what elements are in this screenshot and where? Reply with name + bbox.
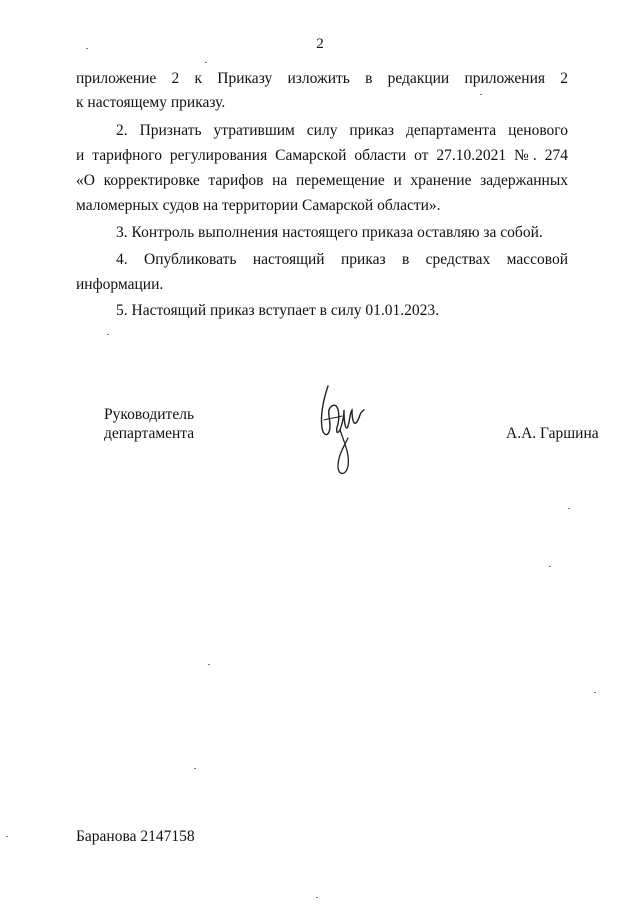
handwritten-signature [314, 380, 370, 480]
scan-speck [480, 94, 482, 95]
paragraph-4-line-2: информации. [76, 276, 164, 293]
scan-speck [316, 897, 318, 898]
paragraph-1-line-2: к настоящему приказу. [76, 94, 226, 111]
scan-speck [86, 48, 88, 49]
footer-executor: Баранова 2147158 [76, 828, 195, 845]
scan-speck [107, 334, 109, 335]
signatory-name: А.А. Гаршина [506, 425, 599, 442]
page-number: 2 [316, 36, 324, 52]
scan-speck [594, 692, 596, 693]
paragraph-2-line-1: 2. Признать утратившим силу приказ департамента ценового [116, 122, 568, 139]
paragraph-2-line-4: маломерных судов на территории Самарской области». [76, 197, 441, 214]
paragraph-2-line-2: и тарифного регулирования Самарской области от 27.10.2021 №. 274 [76, 147, 568, 164]
paragraph-1-line-1: приложение 2 к Приказу изложить в редакции приложения 2 [76, 70, 568, 87]
scan-speck [568, 508, 570, 509]
scan-speck [6, 836, 8, 837]
signatory-position-line-1: Руководитель [104, 406, 195, 423]
paragraph-4-line-1: 4. Опубликовать настоящий приказ в средствах массовой [116, 251, 568, 268]
scan-speck [208, 664, 210, 665]
scan-speck [549, 566, 551, 567]
paragraph-3: 3. Контроль выполнения настоящего приказа оставляю за собой. [116, 224, 543, 241]
paragraph-2-line-3: «О корректировке тарифов на перемещение и хранение задержанных [76, 172, 568, 189]
paragraph-5: 5. Настоящий приказ вступает в силу 01.01.2023. [116, 302, 440, 319]
signatory-position-line-2: департамента [104, 425, 195, 442]
scan-speck [194, 768, 196, 769]
scan-speck [205, 62, 207, 63]
